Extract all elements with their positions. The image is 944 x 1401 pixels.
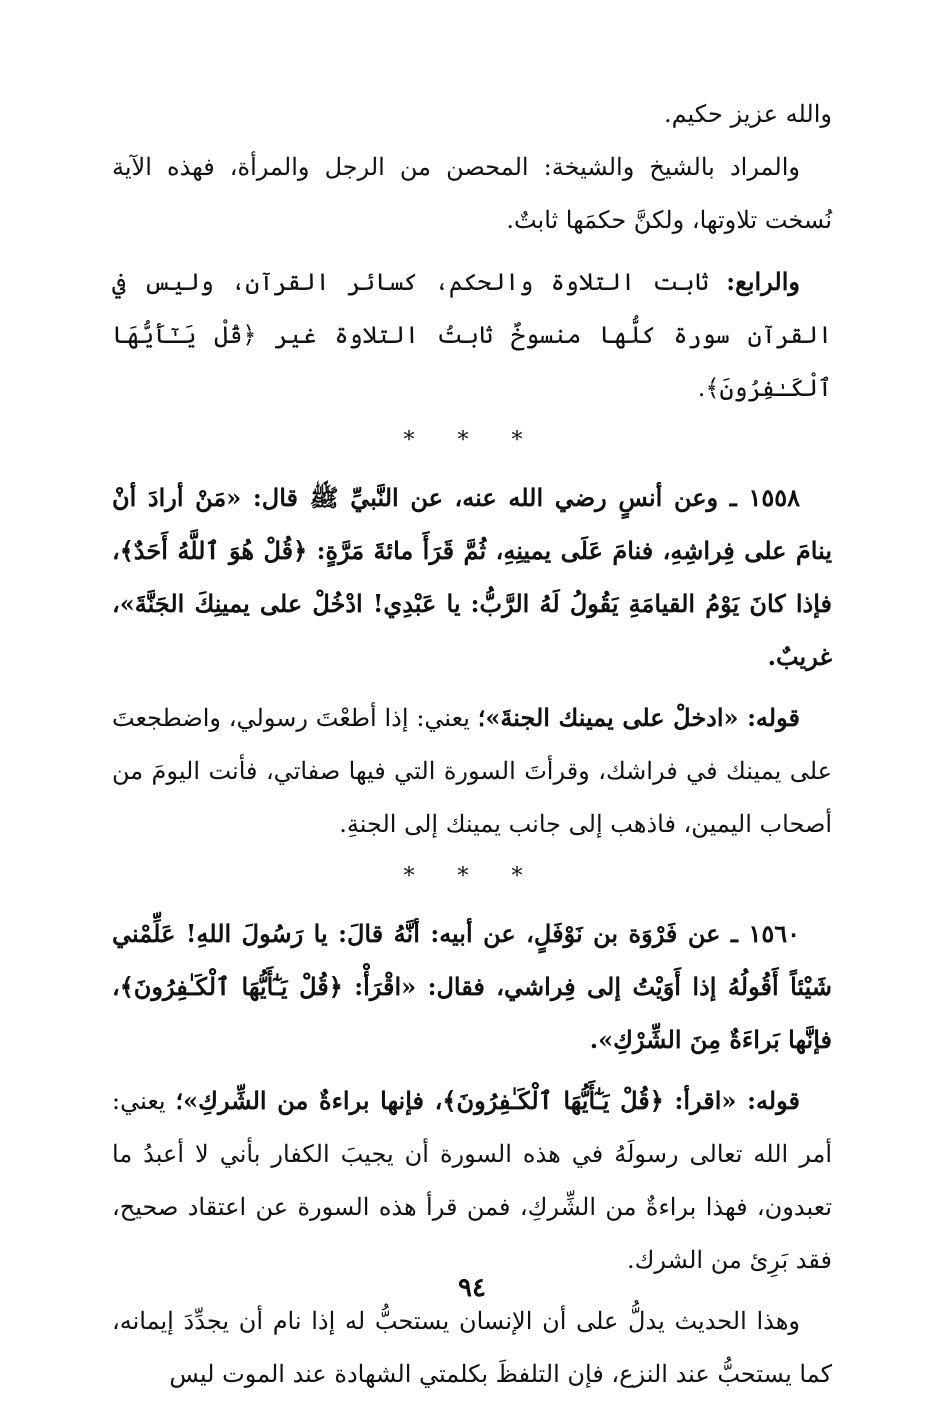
commentary-label: قوله: «اقرأ: ﴿قُلْ يَـٰٓأَيُّهَا ٱلْكَـٰفِرُونَ﴾، فإنها براءةٌ من الشِّركِ»؛ (175, 1086, 800, 1115)
commentary-label: قوله: «ادخلْ على يمينك الجنةَ»؛ (477, 703, 800, 732)
paragraph-closing-verse (112, 88, 832, 141)
hadith-text: ١٥٥٨ ـ وعن أنسٍ رضي الله عنه، عن النَّبيِّ ﷺ قال: «مَنْ أرادَ أنْ ينامَ على فِراشِهِ، فنامَ عَلَى يمينِهِ، ثُمَّ قَرَأَ مائةَ مَرَّةٍ: ﴿قُلْ هُوَ ٱللَّهُ أَحَدٌ﴾، فإذا كانَ يَوْمُ القيامَةِ يَقُولُ لَهُ الرَّبُّ: يا عَبْدِي! ادْخُلْ على يمينِكَ الجَنَّةَ»، غريبٌ. (112, 483, 832, 671)
commentary-text: يعني: إذا أطعْتَ رسولي، واضطجعتَ على يمينك في فراشك، وقرأتَ السورة التي فيها صفاتي، فأنت اليومَ من أصحاب اليمين، فاذهب إلى جانب يمينك إلى الجنةِ. (112, 704, 832, 838)
paragraph-text: والمراد بالشيخ والشيخة: المحصن من الرجل والمرأة، فهذه الآية نُسخت تلاوتها، ولكنَّ حكمَها ثابتٌ. (112, 153, 832, 234)
hadith-1560 (112, 907, 832, 1066)
paragraph-text: ثابت التلاوة والحكم، كسائر القرآن، وليس في القرآن سورة كلُّها منسوخٌ ثابتُ التلاوة غير ﴿قُلْ يَـٰٓأَيُّهَا ٱلْكَـٰفِرُونَ﴾. (112, 268, 832, 402)
paragraph-label: والرابع: (726, 267, 800, 296)
paragraph-text: والله عزيز حكيم. (663, 100, 832, 128)
paragraph-shaykh-explanation (112, 141, 832, 247)
section-divider-stars: * * * (403, 864, 541, 889)
commentary-1560 (112, 1074, 832, 1287)
paragraph-renewing-faith (112, 1295, 832, 1401)
commentary-1558 (112, 691, 832, 851)
section-divider-stars: * * * (403, 428, 541, 453)
page-number: ٩٤ (458, 1273, 486, 1303)
hadith-1558 (112, 471, 832, 683)
paragraph-text: وهذا الحديث يدلُّ على أن الإنسان يستحبُّ له إذا نام أن يجدِّدَ إيمانه، كما يستحبُّ عند النزع، فإن التلفظَ بكلمتي الشهادة عند الموت ليس (112, 1307, 832, 1388)
commentary-text: يعني: أمر الله تعالى رسولَهُ في هذه السورة أن يجيبَ الكفار بأني لا أعبدُ ما تعبدون، فهذا براءةٌ من الشِّركِ، فمن قرأ هذه السورة عن اعتقاد صحيح، فقد بَرِئ من الشرك. (112, 1087, 832, 1274)
hadith-text: ١٥٦٠ ـ عن فَرْوَة بن نَوْفَلٍ، عن أبيه: أنَّهُ قالَ: يا رَسُولَ اللهِ! عَلِّمْني شَيْئاً أَقُولُهُ إذا أَوَيْتُ إلى فِراشي، فقال: «اقْرَأْ: ﴿قُلْ يَـٰٓأَيُّهَا ٱلْكَـٰفِرُونَ﴾، فإنَّها بَراءَةٌ مِنَ الشِّرْكِ». (112, 919, 832, 1054)
page-body (112, 88, 832, 1401)
paragraph-fourth-type (112, 255, 832, 415)
